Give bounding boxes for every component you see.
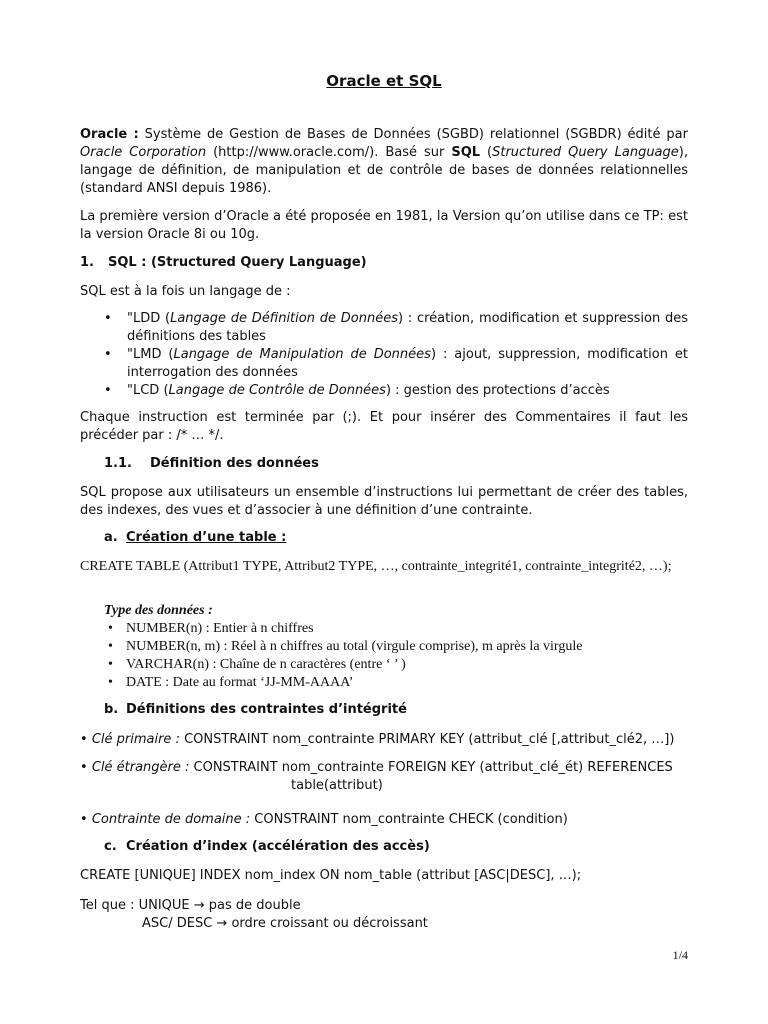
list-item-lmd: [80, 346, 688, 382]
intro-sql-full: Structured Query Language: [492, 145, 679, 160]
section-c-title: Création d’index (accélération des accès): [126, 839, 430, 854]
lcd-italic: Langage de Contrôle de Données: [168, 383, 386, 398]
section-b-title: Définitions des contraintes d’intégrité: [126, 702, 407, 717]
section-1-lead: SQL est à la fois un langage de :: [80, 284, 291, 299]
intro-paragraph: [80, 126, 688, 198]
ldd-suffix: ) : création, modification et suppression des définitions des tables: [127, 311, 688, 344]
lcd-prefix: "LCD (: [127, 383, 169, 398]
foreign-key-cont: [80, 777, 688, 795]
section-1-1-text: SQL propose aux utilisateurs un ensemble d’instructions lui permettant de créer des tables, des indexes, des vues et d’associer à une définition d’une contrainte.: [80, 485, 688, 518]
section-a-letter: a.: [104, 530, 118, 545]
section-a-heading: [80, 529, 688, 547]
intro-sql: SQL: [451, 145, 481, 160]
list-item-ldd: [80, 310, 688, 346]
page-title: Oracle et SQL: [326, 72, 442, 90]
domain-constraint-text: CONSTRAINT nom_contrainte CHECK (condition): [250, 812, 568, 827]
section-b-letter: b.: [104, 702, 119, 717]
list-item-lcd: [80, 382, 688, 400]
intro-text-4: ), langage de définition, de manipulation et de contrôle de bases de données relationnelles (standard ANSI depuis 1986).: [80, 145, 688, 196]
type-item-date: • DATE : Date au format ‘JJ-MM-AAAA’: [80, 674, 688, 692]
foreign-key-reference: table(attribut): [291, 778, 383, 793]
type-item-number-real: • NUMBER(n, m) : Réel à n chiffres au total (virgule comprise), m après la virgule: [80, 638, 688, 656]
section-1-1-heading: [80, 455, 688, 473]
type-item-number: • NUMBER(n) : Entier à n chiffres: [80, 620, 688, 638]
data-types-list: [80, 620, 688, 692]
section-1-number: 1.: [80, 255, 94, 270]
page-number: 1/4: [672, 948, 688, 962]
create-index-statement: CREATE [UNIQUE] INDEX nom_index ON nom_table (attribut [ASC|DESC], …);: [80, 868, 582, 883]
intro-corp: Oracle Corporation: [80, 145, 207, 160]
lmd-italic: Langage de Manipulation de Données: [173, 347, 431, 362]
section-c-letter: c.: [104, 839, 117, 854]
ldd-italic: Langage de Définition de Données: [170, 311, 398, 326]
telque-line-2: ASC/ DESC → ordre croissant ou décroissant: [142, 916, 428, 931]
intro-term: Oracle :: [80, 127, 139, 142]
types-heading: Type des données :: [104, 603, 213, 618]
lmd-prefix: "LMD (: [127, 347, 174, 362]
intro-text-3: (: [480, 145, 493, 160]
primary-key-label: Clé primaire :: [91, 732, 180, 747]
section-1-heading: [80, 254, 688, 272]
section-1-1-number: 1.1.: [104, 456, 132, 471]
lmd-suffix: ) : ajout, suppression, modification et interrogation des données: [127, 347, 688, 380]
language-list: [80, 310, 688, 400]
lcd-suffix: ) : gestion des protections d’accès: [385, 383, 610, 398]
primary-key-line: • Clé primaire : CONSTRAINT nom_contrainte PRIMARY KEY (attribut_clé [,attribut_clé2, …]): [80, 732, 675, 747]
version-paragraph: La première version d’Oracle a été proposée en 1981, la Version qu’on utilise dans ce TP: est la version Oracle 8i ou 10g.: [80, 209, 688, 242]
foreign-key-label: Clé étrangère :: [91, 760, 190, 775]
section-1-title: SQL : (Structured Query Language): [108, 255, 367, 270]
instruction-note: Chaque instruction est terminée par (;). Et pour insérer des Commentaires il faut les précéder par : /* … */.: [80, 410, 688, 443]
ldd-prefix: "LDD (: [127, 311, 171, 326]
telque-line-1: Tel que : UNIQUE → pas de double: [80, 898, 301, 913]
domain-constraint-line: • Contrainte de domaine : CONSTRAINT nom_contrainte CHECK (condition): [80, 812, 568, 827]
section-a-title: Création d’une table :: [126, 530, 287, 545]
create-table-statement: CREATE TABLE (Attribut1 TYPE, Attribut2 TYPE, …, contrainte_integrité1, contrainte_integrité2, …);: [80, 559, 672, 574]
type-item-varchar: • VARCHAR(n) : Chaîne de n caractères (entre ‘ ’ ): [80, 656, 688, 674]
intro-text-2: (http://www.oracle.com/). Basé sur: [206, 145, 452, 160]
telque-line-2-wrap: [80, 915, 688, 933]
primary-key-text: CONSTRAINT nom_contrainte PRIMARY KEY (attribut_clé [,attribut_clé2, …]): [179, 732, 675, 747]
section-1-1-title: Définition des données: [150, 456, 319, 471]
section-c-heading: [80, 838, 688, 856]
foreign-key-line: • Clé étrangère : CONSTRAINT nom_contrainte FOREIGN KEY (attribut_clé_ét) REFERENCES: [80, 760, 673, 775]
foreign-key-text: CONSTRAINT nom_contrainte FOREIGN KEY (attribut_clé_ét) REFERENCES: [189, 760, 673, 775]
section-b-heading: [80, 701, 688, 719]
intro-text-1: Système de Gestion de Bases de Données (SGBD) relationnel (SGBDR) édité par: [138, 127, 688, 142]
domain-constraint-label: Contrainte de domaine :: [91, 812, 251, 827]
